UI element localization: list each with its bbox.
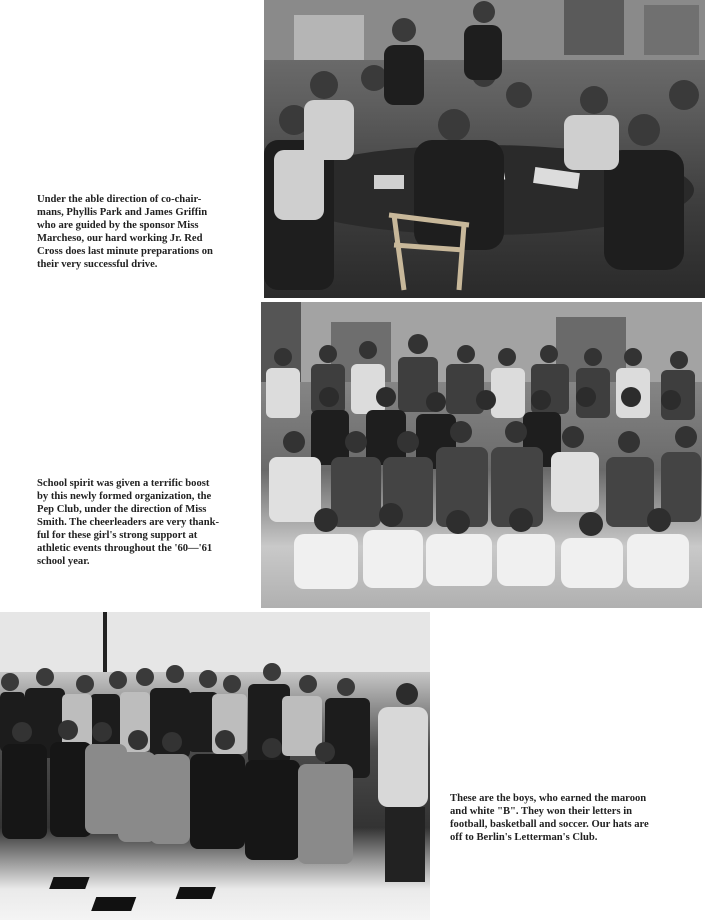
lettermans-club-photo-graphic xyxy=(0,612,430,920)
jr-red-cross-photo-graphic xyxy=(264,0,705,298)
caption-line: and white "B". They won their letters in xyxy=(450,806,633,817)
pep-club-caption xyxy=(37,477,249,568)
caption-line: mans, Phyllis Park and James Griffin xyxy=(37,207,208,218)
caption-line: athletic events throughout the '60—'61 xyxy=(37,543,213,554)
caption-line: Cross does last minute preparations on xyxy=(37,246,213,257)
caption-line: who are guided by the sponsor Miss xyxy=(37,220,199,231)
caption-line: ful for these girl's strong support at xyxy=(37,530,198,541)
caption-line: off to Berlin's Letterman's Club. xyxy=(450,832,598,843)
caption-line: Pep Club, under the direction of Miss xyxy=(37,504,207,515)
caption-line: Marcheso, our hard working Jr. Red xyxy=(37,233,203,244)
jr-red-cross-photo xyxy=(264,0,705,298)
lettermans-club-photo xyxy=(0,612,430,920)
caption-line: football, basketball and soccer. Our hats are xyxy=(450,819,649,830)
pep-club-photo-graphic xyxy=(261,302,702,608)
caption-line: by this newly formed organization, the xyxy=(37,491,212,502)
caption-line: school year. xyxy=(37,556,90,567)
caption-line: These are the boys, who earned the maroon xyxy=(450,793,647,804)
pep-club-photo xyxy=(261,302,702,608)
caption-line: School spirit was given a terrific boost xyxy=(37,478,210,489)
jr-red-cross-caption xyxy=(37,193,249,271)
caption-line: Under the able direction of co-chair- xyxy=(37,194,202,205)
caption-line: Smith. The cheerleaders are very thank- xyxy=(37,517,220,528)
lettermans-club-caption xyxy=(450,792,690,844)
caption-line: their very successful drive. xyxy=(37,259,158,270)
